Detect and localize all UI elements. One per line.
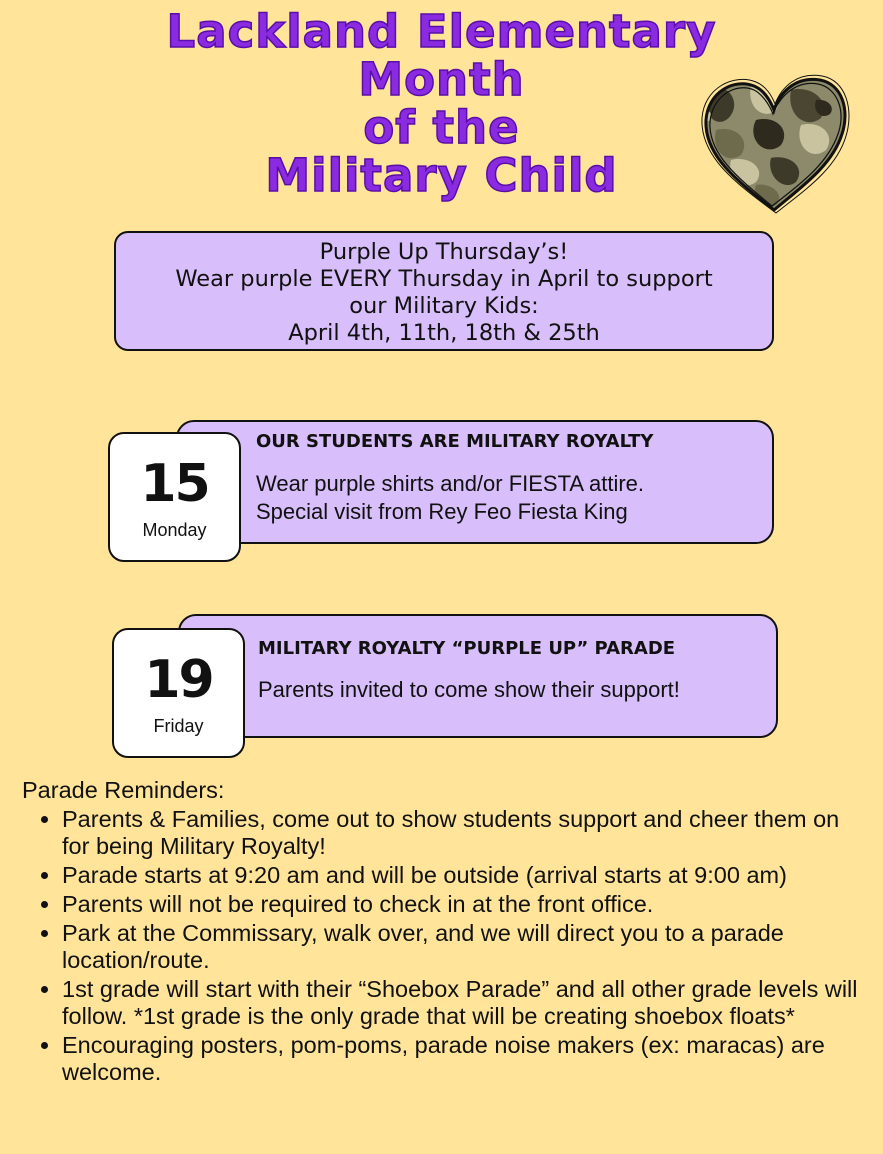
title-line-2: Month	[358, 53, 525, 106]
event-description	[256, 470, 644, 526]
list-item: • Park at the Commissary, walk over, and we will direct you to a parade location/route.	[62, 920, 862, 974]
event-description-line-1: Wear purple shirts and/or FIESTA attire.	[256, 471, 645, 496]
title-line-1: Lackland Elementary	[166, 5, 717, 58]
event-description-line-2: Special visit from Rey Feo Fiesta King	[256, 499, 628, 524]
date-day: Monday	[142, 520, 207, 540]
event-description	[258, 676, 680, 704]
date-number: 19	[144, 650, 213, 710]
event-title: MILITARY ROYALTY “PURPLE UP” PARADE	[258, 638, 676, 659]
reminders-list	[22, 806, 862, 1086]
date-number: 15	[140, 454, 209, 514]
purple-up-line-4: April 4th, 11th, 18th & 25th	[288, 320, 600, 346]
date-day: Friday	[153, 716, 204, 736]
purple-up-line-2: Wear purple EVERY Thursday in April to support	[175, 266, 713, 292]
purple-up-thursday-box	[114, 231, 774, 351]
list-item: • Parents & Families, come out to show students support and cheer them on for being Military Royalty!	[62, 806, 862, 860]
date-box-19	[112, 628, 245, 758]
event-description-line-1: Parents invited to come show their support!	[258, 677, 680, 702]
purple-up-line-3: our Military Kids:	[349, 293, 539, 319]
list-item: • Parents will not be required to check in at the front office.	[62, 891, 862, 918]
event-card-purple-up-parade	[178, 614, 778, 738]
parade-reminders	[22, 777, 862, 1088]
reminders-heading: Parade Reminders:	[22, 777, 225, 803]
purple-up-line-1: Purple Up Thursday’s!	[319, 239, 569, 265]
list-item: • Parade starts at 9:20 am and will be outside (arrival starts at 9:00 am)	[62, 862, 862, 889]
list-item: • Encouraging posters, pom-poms, parade noise makers (ex: maracas) are welcome.	[62, 1032, 862, 1086]
event-title: OUR STUDENTS ARE MILITARY ROYALTY	[256, 431, 654, 452]
event-card-military-royalty	[176, 420, 774, 544]
camouflage-heart-icon	[696, 70, 852, 216]
title-line-4: Military Child	[265, 149, 618, 202]
list-item: • 1st grade will start with their “Shoebox Parade” and all other grade levels will follow. *1st grade is the only grade that will be creating shoebox floats*	[62, 976, 862, 1030]
date-box-15	[108, 432, 241, 562]
title-line-3: of the	[363, 101, 520, 154]
